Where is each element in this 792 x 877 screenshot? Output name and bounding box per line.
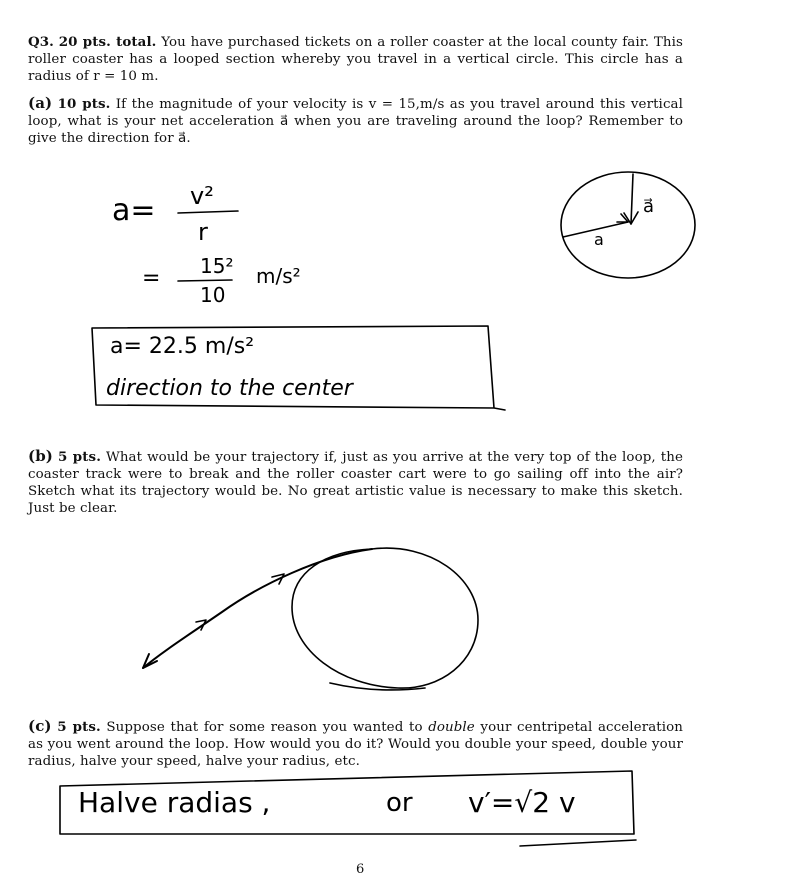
q3-points: 20 pts. total. — [58, 34, 157, 50]
part-a-text: If the magnitude of your velocity is v = 15,m/s as you travel around this vertical loop, what is your net acceleration a⃗ when you are traveling around the loop? Remember to give the direction for a⃗. — [28, 97, 684, 146]
hw-trajectory-arrowhead — [143, 654, 157, 668]
hw-a-den: 10 — [200, 283, 226, 307]
hw-a-r: r — [198, 218, 208, 246]
hw-a-num: 15² — [200, 254, 234, 278]
hw-loop-circle — [292, 548, 478, 688]
hw-fraction-bar-2 — [178, 280, 232, 281]
hw-a-diagram-vec-label: a⃗ — [643, 196, 655, 217]
hw-trajectory — [143, 549, 372, 668]
part-c-label: (c) — [28, 717, 52, 735]
hw-a-lhs: a= — [112, 193, 156, 228]
hw-answer-box-c — [60, 771, 634, 834]
hw-a-eq2: = — [142, 266, 161, 291]
hw-fraction-bar-1 — [178, 211, 238, 213]
part-b-text: What would be your trajectory if, just as you arrive at the very top of the loop, the coaster track were to break and the roller coaster cart were to go sailing off into the air? Sketch what its trajectory would be. No great artistic value is necessary to make this sketch. Just be clear. — [28, 450, 683, 516]
hw-a-units: m/s² — [256, 264, 301, 288]
part-a-label: (a) — [28, 94, 53, 112]
hw-a-v2: v² — [190, 182, 214, 210]
hw-diagram-accel-vector — [631, 174, 633, 224]
hw-a-diagram-radius-label: a — [594, 230, 604, 249]
hw-answer-box-c-underline — [520, 840, 636, 846]
q3-label: Q3. — [28, 34, 54, 50]
hw-c-answer-1: Halve radias , — [78, 786, 271, 819]
part-c-text-after: your centripetal acceleration as you went around the loop. How would you do it? Would you double your speed, double your radius, halve your speed, halve your radius, etc. — [28, 720, 684, 769]
page-number: 6 — [356, 862, 365, 877]
part-c-points: 5 pts. — [57, 719, 101, 735]
hw-a-answer: a= 22.5 m/s² — [110, 334, 255, 359]
part-b-label: (b) — [28, 447, 53, 465]
part-c-text-before: Suppose that for some reason you wanted to — [106, 720, 429, 735]
hw-answer-box-a — [92, 326, 505, 410]
hw-c-answer-3: v′=√2 v — [468, 786, 576, 819]
hw-diagram-radius — [563, 222, 628, 237]
hw-diagram-circle — [561, 172, 695, 278]
hw-c-answer-2: or — [386, 788, 413, 818]
part-a-points: 10 pts. — [57, 96, 111, 112]
hw-a-direction: direction to the center — [106, 376, 353, 401]
q3-text: You have purchased tickets on a roller coaster at the local county fair. This roller coaster has a looped section whereby you travel in a vertical circle. This circle has a radius of r = 10 m. — [28, 35, 684, 84]
part-b-points: 5 pts. — [57, 449, 101, 465]
part-c-text-emph: double — [428, 720, 475, 735]
